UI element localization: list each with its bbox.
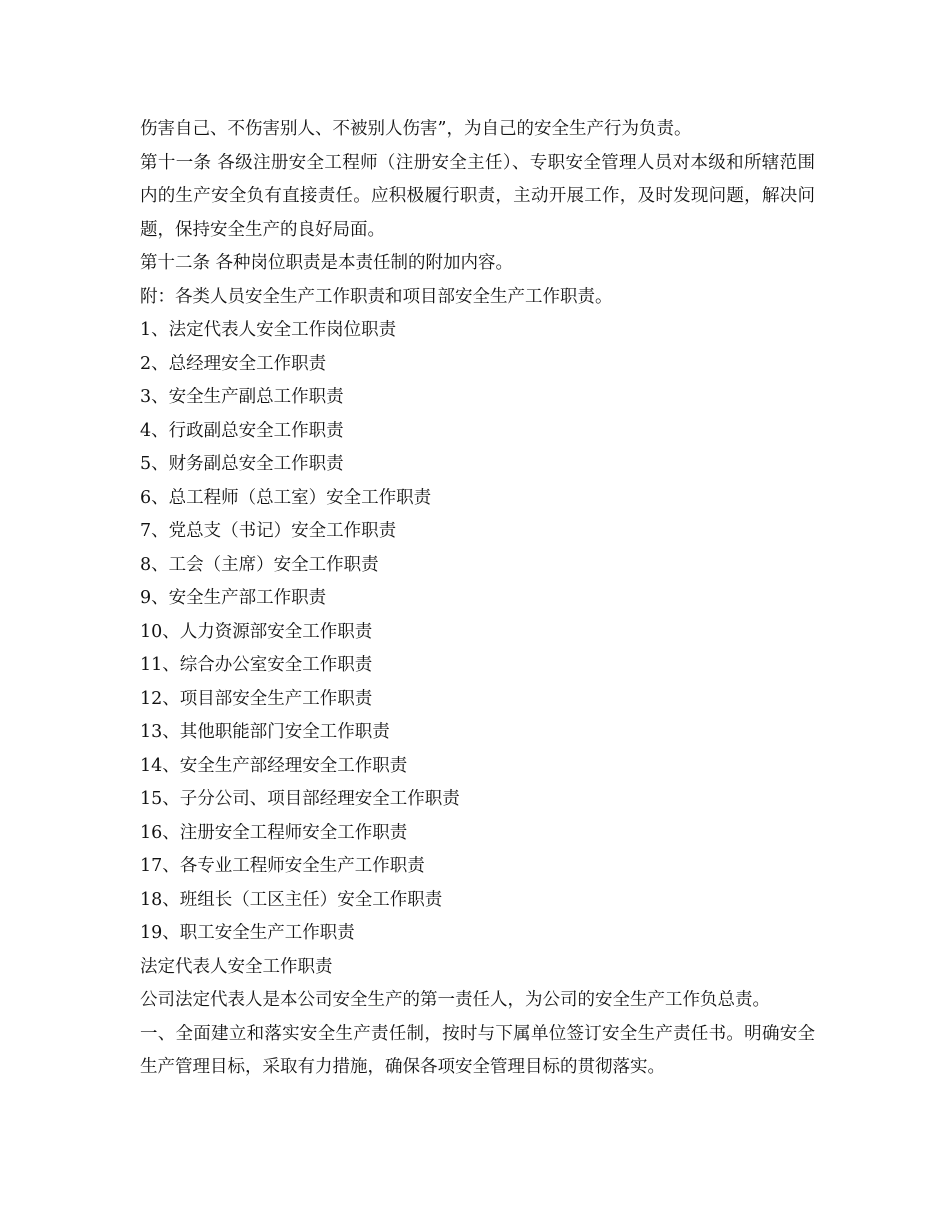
list-item: 16、注册安全工程师安全工作职责	[140, 822, 408, 843]
list-item: 12、项目部安全生产工作职责	[140, 688, 373, 709]
list-item: 18、班组长（工区主任）安全工作职责	[140, 889, 443, 910]
section-point-1: 一、全面建立和落实安全生产责任制，按时与下属单位签订安全生产责任书。明确安全生产管理目标，采取有力措施，确保各项安全管理目标的贯彻落实。	[140, 1023, 815, 1077]
list-item: 1、法定代表人安全工作岗位职责	[140, 320, 397, 340]
responsibility-list	[140, 314, 815, 951]
list-item: 13、其他职能部门安全工作职责	[140, 722, 390, 742]
list-item: 2、总经理安全工作职责	[140, 353, 327, 374]
list-item: 6、总工程师（总工室）安全工作职责	[140, 487, 432, 508]
list-item: 3、安全生产副总工作职责	[140, 387, 344, 407]
list-item: 8、工会（主席）安全工作职责	[140, 554, 379, 575]
list-item: 14、安全生产部经理安全工作职责	[140, 755, 408, 776]
article-11-paragraph: 第十一条 各级注册安全工程师（注册安全主任）、专职安全管理人员对本级和所辖范围内的生产安全负有直接责任。应积极履行职责，主动开展工作，及时发现问题，解决问题，保持安全生产的良好局面。	[140, 152, 815, 240]
document-body	[140, 113, 815, 1085]
list-item: 17、各专业工程师安全生产工作职责	[140, 856, 425, 876]
appendix-line: 附：各类人员安全生产工作职责和项目部安全生产工作职责。	[140, 286, 613, 307]
list-item: 11、综合办公室安全工作职责	[140, 655, 373, 675]
list-item: 15、子分公司、项目部经理安全工作职责	[140, 789, 460, 809]
list-item: 10、人力资源部安全工作职责	[140, 621, 373, 642]
list-item: 7、党总支（书记）安全工作职责	[140, 521, 397, 541]
section-intro: 公司法定代表人是本公司安全生产的第一责任人，为公司的安全生产工作负总责。	[140, 990, 770, 1010]
list-item: 19、职工安全生产工作职责	[140, 923, 355, 943]
list-item: 9、安全生产部工作职责	[140, 588, 327, 608]
intro-line: 伤害自己、不伤害别人、不被别人伤害”，为自己的安全生产行为负责。	[140, 119, 692, 139]
list-item: 4、行政副总安全工作职责	[140, 420, 344, 441]
section-title: 法定代表人安全工作职责	[140, 956, 333, 977]
list-item: 5、财务副总安全工作职责	[140, 454, 344, 474]
article-12-paragraph: 第十二条 各种岗位职责是本责任制的附加内容。	[140, 253, 514, 273]
